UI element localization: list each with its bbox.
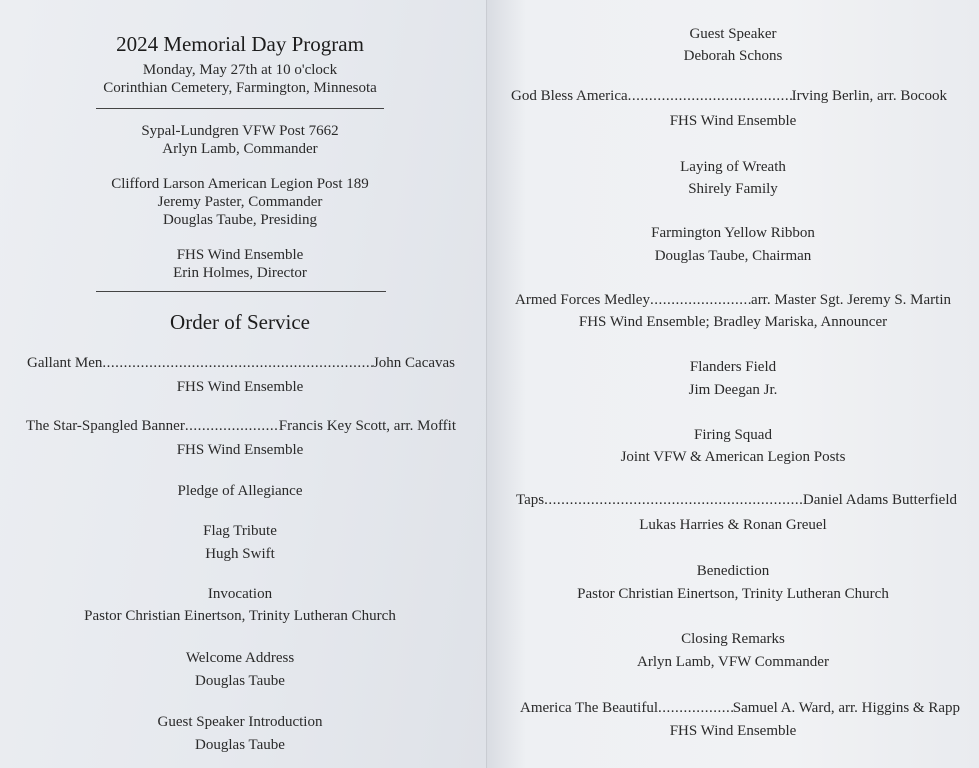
item-credit: John Cacavas — [372, 355, 455, 371]
service-item-taps — [516, 492, 957, 509]
leader-dots — [544, 492, 803, 509]
divider-top — [96, 108, 384, 109]
item-title: God Bless America — [511, 88, 628, 104]
service-item-armed-forces-medley — [515, 292, 951, 309]
service-item-yellow-ribbon: Farmington Yellow Ribbon — [651, 225, 815, 241]
program-title: 2024 Memorial Day Program — [116, 32, 364, 56]
item-performer: FHS Wind Ensemble — [669, 723, 797, 739]
service-item-anthem — [26, 418, 456, 435]
service-item-closing-remarks: Closing Remarks — [681, 631, 785, 647]
org-vfw-commander: Arlyn Lamb, Commander — [162, 141, 318, 157]
leader-dots — [628, 88, 792, 105]
item-performer: FHS Wind Ensemble — [176, 442, 304, 458]
service-item-firing-squad: Firing Squad — [694, 427, 772, 443]
item-title: The Star-Spangled Banner — [26, 418, 185, 434]
item-performer: Douglas Taube — [195, 737, 285, 753]
service-item-benediction: Benediction — [696, 563, 770, 579]
item-credit: arr. Master Sgt. Jeremy S. Martin — [751, 292, 951, 308]
item-title: Taps — [516, 492, 545, 508]
item-credit: Daniel Adams Butterfield — [802, 492, 957, 508]
service-item-invocation: Invocation — [207, 586, 273, 602]
item-performer: Shirely Family — [688, 181, 778, 197]
service-item-america-the-beautiful — [520, 700, 960, 717]
leader-dots — [650, 292, 751, 309]
service-item-god-bless-america — [511, 88, 947, 105]
item-performer: Deborah Schons — [683, 48, 783, 64]
item-performer: Pastor Christian Einertson, Trinity Lutheran Church — [84, 608, 396, 624]
service-item-wreath: Laying of Wreath — [680, 159, 786, 175]
org-vfw-name: Sypal-Lundgren VFW Post 7662 — [141, 123, 339, 139]
item-title: America The Beautiful — [520, 700, 659, 716]
item-credit: Irving Berlin, arr. Bocook — [791, 88, 947, 104]
item-performer: Douglas Taube, Chairman — [654, 248, 812, 264]
org-ensemble-name: FHS Wind Ensemble — [176, 247, 304, 263]
left-page — [0, 0, 487, 768]
right-page — [487, 0, 979, 768]
program-location: Corinthian Cemetery, Farmington, Minnesota — [103, 80, 377, 96]
item-performer: Douglas Taube — [195, 673, 285, 689]
item-performer: FHS Wind Ensemble; Bradley Mariska, Announcer — [578, 314, 888, 330]
item-title: Armed Forces Medley — [515, 292, 650, 308]
leader-dots — [185, 418, 279, 435]
org-legion-name: Clifford Larson American Legion Post 189 — [111, 176, 369, 192]
service-item-gallant-men — [27, 355, 455, 372]
item-performer: FHS Wind Ensemble — [176, 379, 304, 395]
program-date: Monday, May 27th at 10 o'clock — [142, 62, 338, 78]
item-performer: Jim Deegan Jr. — [688, 382, 778, 398]
service-item-flag-tribute: Flag Tribute — [203, 523, 277, 539]
item-performer: Lukas Harries & Ronan Greuel — [639, 517, 827, 533]
service-item-welcome: Welcome Address — [185, 650, 295, 666]
service-item-guest-speaker: Guest Speaker — [689, 26, 777, 42]
item-title: Gallant Men — [27, 355, 103, 371]
org-legion-presiding: Douglas Taube, Presiding — [162, 212, 318, 228]
item-performer: Hugh Swift — [205, 546, 275, 562]
org-ensemble-director: Erin Holmes, Director — [173, 265, 307, 281]
divider-bottom — [96, 291, 386, 292]
leader-dots — [658, 700, 733, 717]
service-item-flanders-field: Flanders Field — [689, 359, 777, 375]
item-performer: Joint VFW & American Legion Posts — [620, 449, 846, 465]
order-of-service-heading: Order of Service — [170, 310, 310, 334]
item-performer: Pastor Christian Einertson, Trinity Lutheran Church — [577, 586, 889, 602]
item-credit: Francis Key Scott, arr. Moffit — [278, 418, 456, 434]
leader-dots — [102, 355, 373, 372]
item-credit: Samuel A. Ward, arr. Higgins & Rapp — [732, 700, 960, 716]
service-item-pledge: Pledge of Allegiance — [177, 483, 303, 499]
org-legion-commander: Jeremy Paster, Commander — [157, 194, 323, 210]
service-item-speaker-intro: Guest Speaker Introduction — [157, 714, 323, 730]
item-performer: FHS Wind Ensemble — [669, 113, 797, 129]
item-performer: Arlyn Lamb, VFW Commander — [637, 654, 829, 670]
